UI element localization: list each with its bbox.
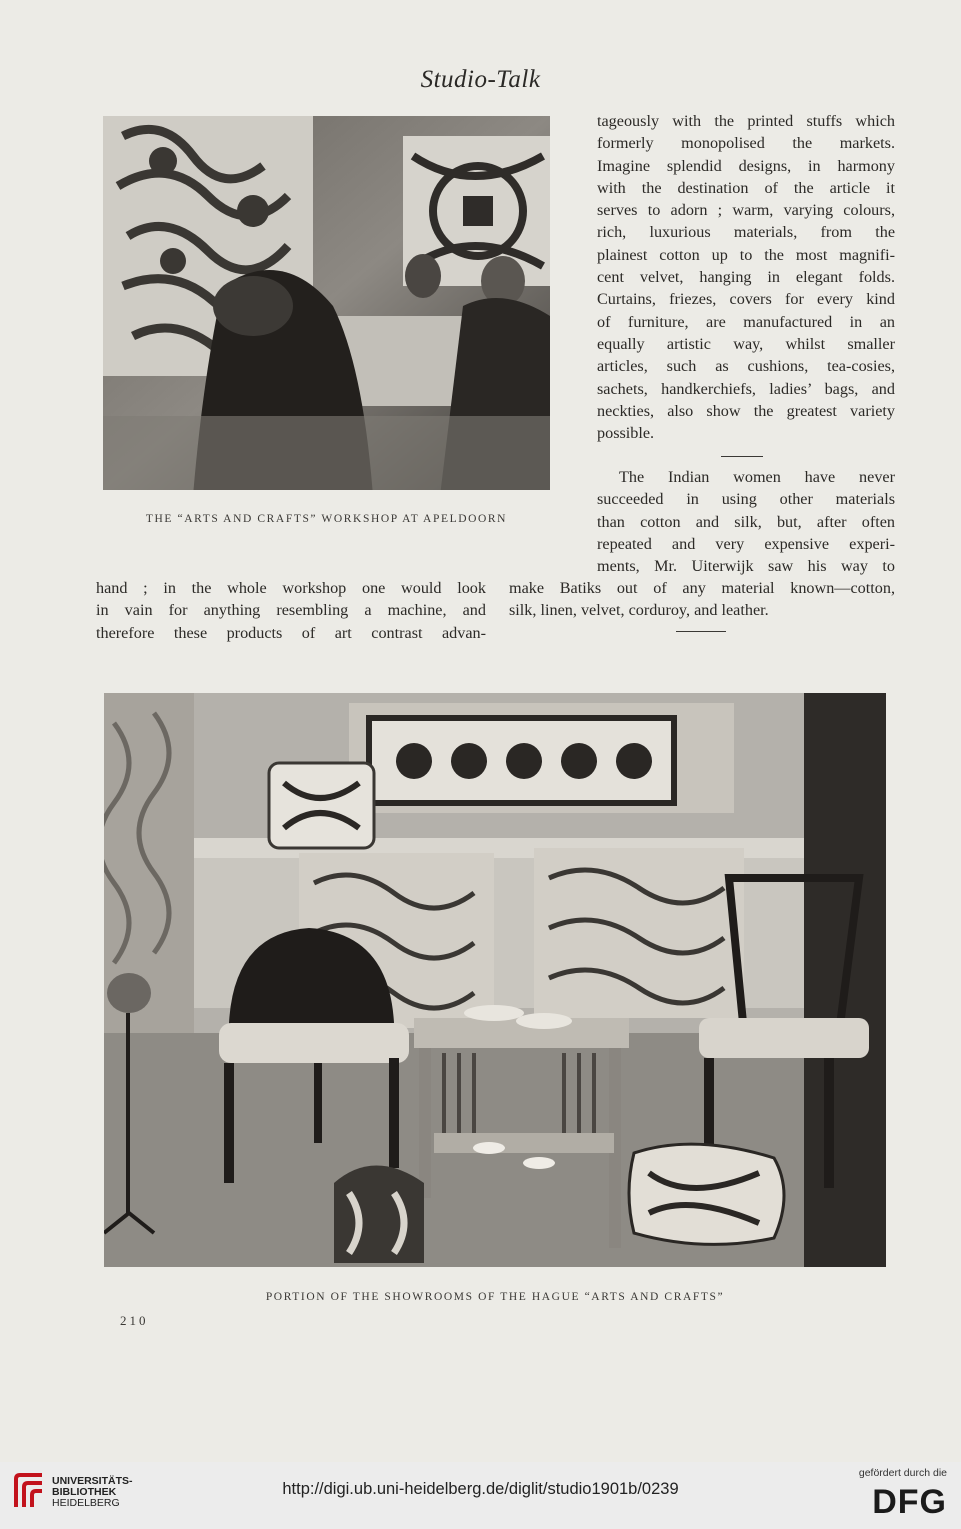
text-line: Curtains, friezes, covers for every kind bbox=[597, 290, 895, 309]
workshop-photograph bbox=[103, 116, 550, 490]
page-number: 210 bbox=[120, 1313, 149, 1328]
text-line: ments, Mr. Uiterwijk saw his way to bbox=[597, 557, 895, 576]
right-column-wide-lines bbox=[509, 577, 895, 622]
text-line: Imagine splendid designs, in harmony bbox=[597, 156, 895, 175]
text-line: The Indian women have never bbox=[619, 468, 895, 486]
left-column bbox=[96, 577, 486, 644]
section-divider bbox=[721, 456, 763, 457]
right-column-second bbox=[597, 466, 895, 577]
right-column-top bbox=[597, 110, 895, 444]
text-line: make Batiks out of any material known—cotton, bbox=[509, 579, 895, 597]
text-line: than cotton and silk, but, after often bbox=[597, 512, 895, 531]
workshop-photograph-drawing bbox=[103, 116, 550, 490]
text-line: repeated and very expensive experi- bbox=[597, 534, 895, 553]
text-line: cent velvet, hanging in elegant folds. bbox=[597, 268, 895, 287]
workshop-caption: THE “ARTS AND CRAFTS” WORKSHOP AT APELDOORN bbox=[145, 513, 508, 525]
text-line: with the destination of the article it bbox=[597, 178, 895, 197]
text-line: sachets, handkerchiefs, ladies’ bags, and bbox=[597, 379, 895, 398]
text-line: hand ; in the whole workshop one would look bbox=[96, 579, 486, 597]
text-line: articles, such as cushions, tea-cosies, bbox=[597, 357, 895, 376]
running-head: Studio-Talk bbox=[420, 66, 541, 93]
text-line: in vain for anything resembling a machine, and bbox=[96, 601, 486, 620]
text-line: tageously with the printed stuffs which bbox=[597, 112, 895, 130]
text-line: possible. bbox=[597, 424, 655, 443]
showroom-photograph bbox=[104, 693, 886, 1267]
text-line: formerly monopolised the markets. bbox=[597, 134, 895, 153]
text-line: equally artistic way, whilst smaller bbox=[597, 334, 895, 353]
text-line: succeeded in using other materials bbox=[597, 490, 895, 509]
library-name-line: BIBLIOTHEK bbox=[52, 1486, 117, 1498]
text-line: therefore these products of art contrast advan- bbox=[96, 623, 486, 642]
text-line: serves to adorn ; warm, varying colours, bbox=[597, 201, 895, 220]
showroom-photograph-drawing bbox=[104, 693, 886, 1267]
text-line: of furniture, are manufactured in an bbox=[597, 312, 895, 331]
text-line: neckties, also show the greatest variety bbox=[597, 401, 895, 420]
section-divider bbox=[676, 631, 726, 632]
permalink-url[interactable]: http://digi.ub.uni-heidelberg.de/diglit/studio1901b/0239 bbox=[282, 1480, 679, 1498]
text-line: silk, linen, velvet, corduroy, and leather. bbox=[509, 601, 769, 620]
text-line: plainest cotton up to the most magnifi- bbox=[597, 245, 895, 264]
library-name-line: HEIDELBERG bbox=[52, 1497, 120, 1509]
dfg-logo: DFG bbox=[872, 1483, 947, 1521]
text-line: rich, luxurious materials, from the bbox=[597, 223, 895, 242]
funding-note: gefördert durch die bbox=[858, 1467, 947, 1479]
library-name-line: UNIVERSITÄTS- bbox=[52, 1475, 133, 1487]
showroom-caption: PORTION OF THE SHOWROOMS OF THE HAGUE “ARTS AND CRAFTS” bbox=[265, 1291, 725, 1303]
